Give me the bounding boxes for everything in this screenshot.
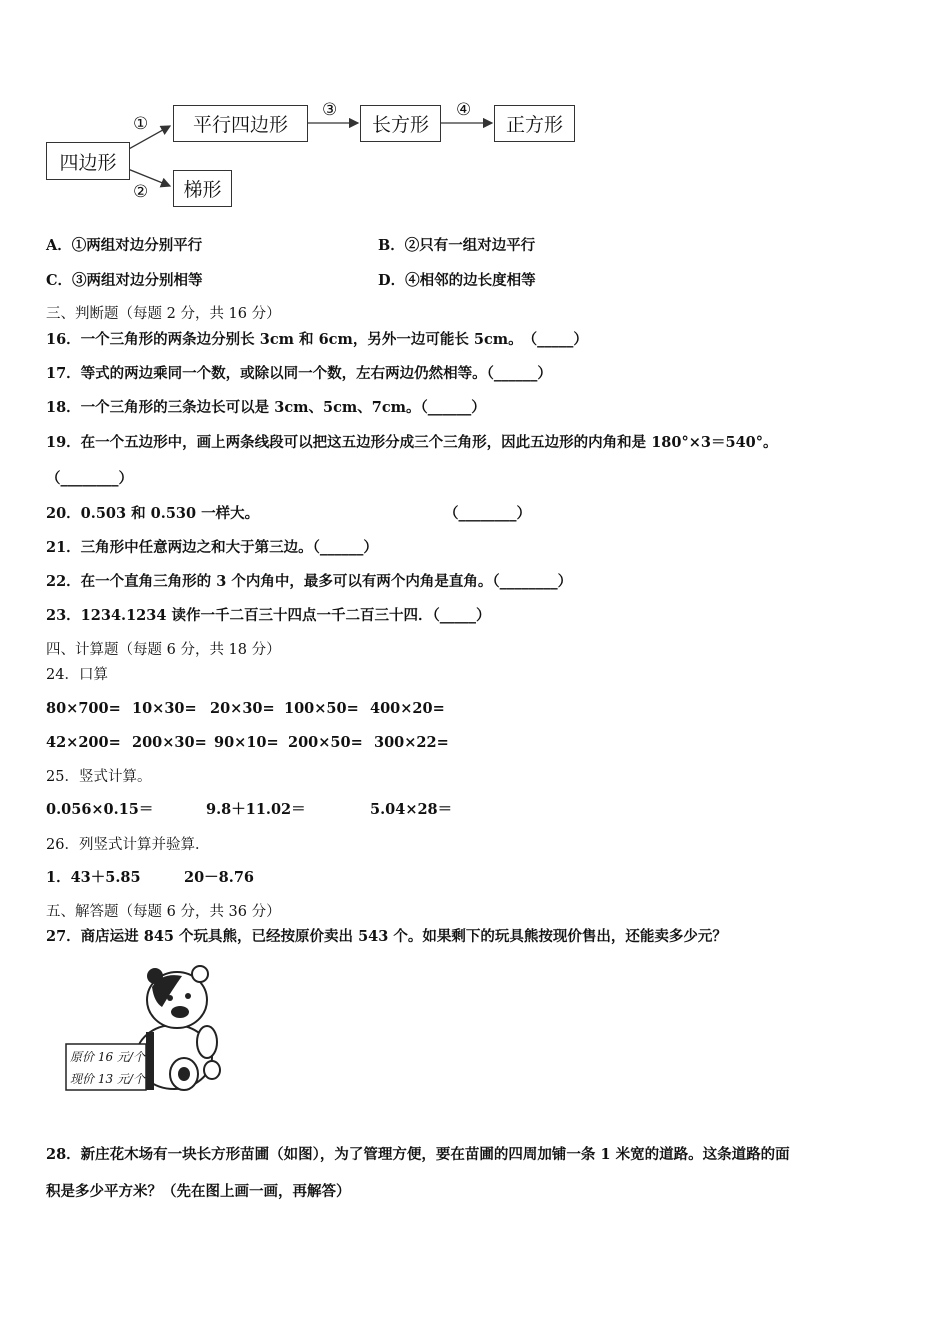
question-17: 17．等式的两边乘同一个数，或除以同一个数，左右两边仍然相等。（______） xyxy=(46,365,552,382)
calc-item: 200×50= xyxy=(288,734,363,751)
question-26: 26．列竖式计算并验算． xyxy=(46,837,210,853)
calc-item: 80×700= xyxy=(46,700,121,717)
price-sign-original: 原价 16 元/个 xyxy=(70,1050,145,1064)
rectangle-box: 长方形 xyxy=(360,105,441,142)
option-a: A．①两组对边分别平行 xyxy=(46,237,203,254)
option-b: B．②只有一组对边平行 xyxy=(378,237,536,254)
question-27: 27．商店运进 845 个玩具熊，已经按原价卖出 543 个。如果剩下的玩具熊按现价售出，还能卖多少元？ xyxy=(46,928,727,945)
calc-item: 20×30= xyxy=(210,700,275,717)
calc-item: 90×10= xyxy=(214,734,279,751)
question-16: 16．一个三角形的两条边分别长 3cm 和 6cm，另外一边可能长 5cm。 （_____） xyxy=(46,331,588,348)
calc-item: 1．43＋5.85 xyxy=(46,869,141,886)
section-4-title: 四、计算题（每题 6 分，共 18 分） xyxy=(46,642,281,658)
option-d: D．④相邻的边长度相等 xyxy=(378,272,536,289)
mark-1: ① xyxy=(133,114,149,134)
calc-item: 400×20= xyxy=(370,700,445,717)
section-5-title: 五、解答题（每题 6 分，共 36 分） xyxy=(46,904,281,920)
quadrilateral-box: 四边形 xyxy=(46,142,130,180)
calc-item: 5.04×28＝ xyxy=(370,801,453,818)
calc-item: 9.8＋11.02＝ xyxy=(206,801,306,818)
calc-item: 200×30= xyxy=(132,734,207,751)
question-19: 19．在一个五边形中，画上两条线段可以把这五边形分成三个三角形，因此五边形的内角和是 180°×3＝540°。 xyxy=(46,434,778,451)
calc-item: 42×200= xyxy=(46,734,121,751)
question-28-line1: 28．新庄花木场有一块长方形苗圃（如图），为了管理方便，要在苗圃的四周加铺一条 1 米宽的道路。这条道路的面 xyxy=(46,1146,790,1163)
square-box: 正方形 xyxy=(494,105,575,142)
trapezoid-box: 梯形 xyxy=(173,170,232,207)
option-c: C．③两组对边分别相等 xyxy=(46,272,203,289)
question-22: 22．在一个直角三角形的 3 个内角中，最多可以有两个内角是直角。（________） xyxy=(46,573,573,590)
calc-item: 300×22= xyxy=(374,734,449,751)
question-20-blank: （________） xyxy=(444,505,531,522)
parallelogram-box: 平行四边形 xyxy=(173,105,308,142)
calc-item: 100×50= xyxy=(284,700,359,717)
mark-4: ④ xyxy=(456,100,472,120)
question-18: 18．一个三角形的三条边长可以是 3cm、5cm、7cm。（______） xyxy=(46,399,486,416)
calc-item: 10×30= xyxy=(132,700,197,717)
question-23: 23．1234.1234 读作一千二百三十四点一千二百三十四．（_____） xyxy=(46,607,491,624)
question-28-line2: 积是多少平方米？（先在图上画一画，再解答） xyxy=(46,1183,351,1200)
calc-item: 20－8.76 xyxy=(184,869,254,886)
question-21: 21．三角形中任意两边之和大于第三边。（______） xyxy=(46,539,378,556)
mark-3: ③ xyxy=(322,100,338,120)
question-20: 20．0.503 和 0.530 一样大。 xyxy=(46,505,260,522)
question-25: 25．竖式计算。 xyxy=(46,769,152,785)
section-3-title: 三、判断题（每题 2 分，共 16 分） xyxy=(46,306,281,322)
question-19-blank: （________） xyxy=(46,470,133,487)
question-24: 24．口算 xyxy=(46,667,108,683)
mark-2: ② xyxy=(133,182,149,202)
calc-item: 0.056×0.15＝ xyxy=(46,801,154,818)
price-sign-current: 现价 13 元/个 xyxy=(70,1072,145,1086)
